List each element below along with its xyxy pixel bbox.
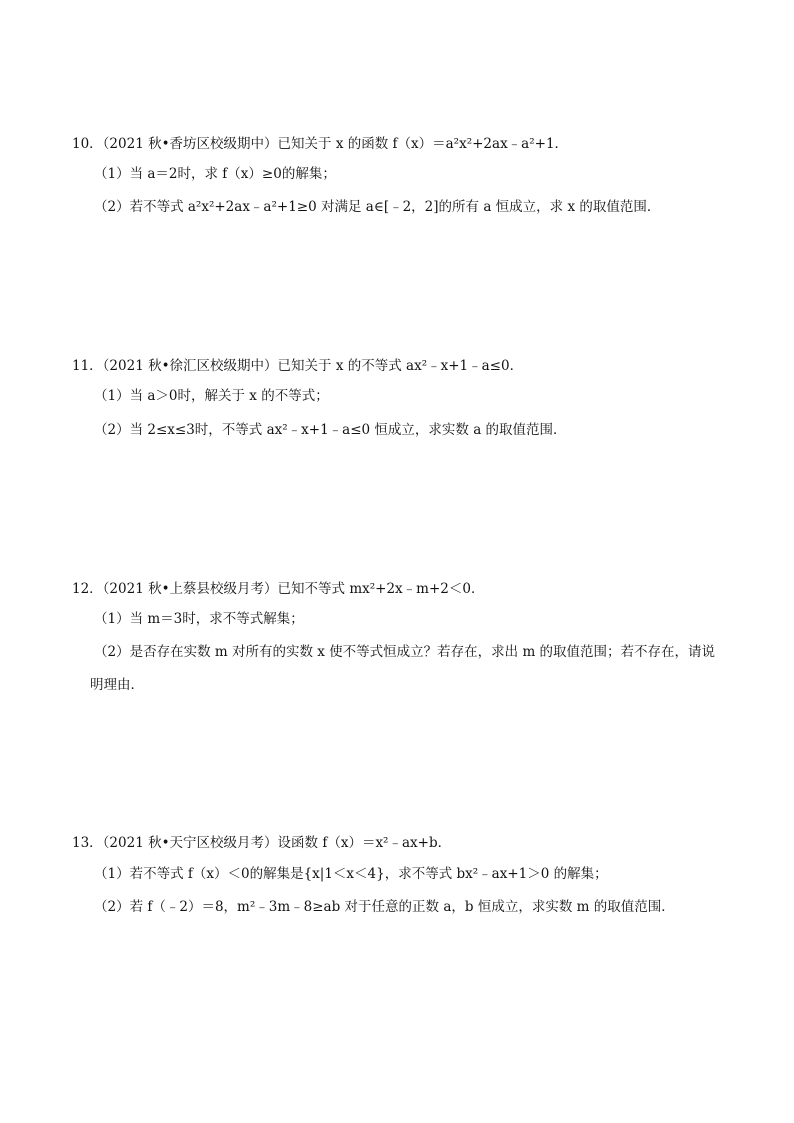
problem-12-part-2-continuation: 明理由． xyxy=(90,677,144,693)
problem-13-stem: 13．（2021 秋•天宁区校级月考）设函数 f（x）＝x²﹣ax+b． xyxy=(72,835,452,851)
problem-11-stem: 11．（2021 秋•徐汇区校级期中）已知关于 x 的不等式 ax²﹣x+1﹣a≤0． xyxy=(72,358,524,374)
problem-12-part-1: （1）当 m＝3时，求不等式解集； xyxy=(94,611,304,627)
problem-11-part-2: （2）当 2≤x≤3时，不等式 ax²﹣x+1﹣a≤0 恒成立，求实数 a 的取值范围． xyxy=(94,422,567,438)
problem-12-part-2: （2）是否存在实数 m 对所有的实数 x 使不等式恒成立？若存在，求出 m 的取值范围；若不存在，请说 xyxy=(94,644,716,660)
problem-12-stem: 12．（2021 秋•上蔡县校级月考）已知不等式 mx²+2x﹣m+2＜0． xyxy=(72,581,485,597)
problem-10-part-1: （1）当 a＝2时，求 f（x）≥0的解集； xyxy=(94,166,336,182)
problem-13-part-2: （2）若 f（﹣2）＝8，m²﹣3m﹣8≥ab 对于任意的正数 a，b 恒成立，求实数 m 的取值范围． xyxy=(94,899,675,915)
problem-13-part-1: （1）若不等式 f（x）＜0的解集是{x|1＜x＜4}，求不等式 bx²﹣ax+1＞0 的解集； xyxy=(94,866,608,882)
problem-10-part-2: （2）若不等式 a²x²+2ax﹣a²+1≥0 对满足 a∈[﹣2，2]的所有 a 恒成立，求 x 的取值范围． xyxy=(94,199,661,215)
problem-10-stem: 10．（2021 秋•香坊区校级期中）已知关于 x 的函数 f（x）＝a²x²+2ax﹣a²+1． xyxy=(72,136,569,152)
problem-11-part-1: （1）当 a＞0时，解关于 x 的不等式； xyxy=(94,388,329,404)
